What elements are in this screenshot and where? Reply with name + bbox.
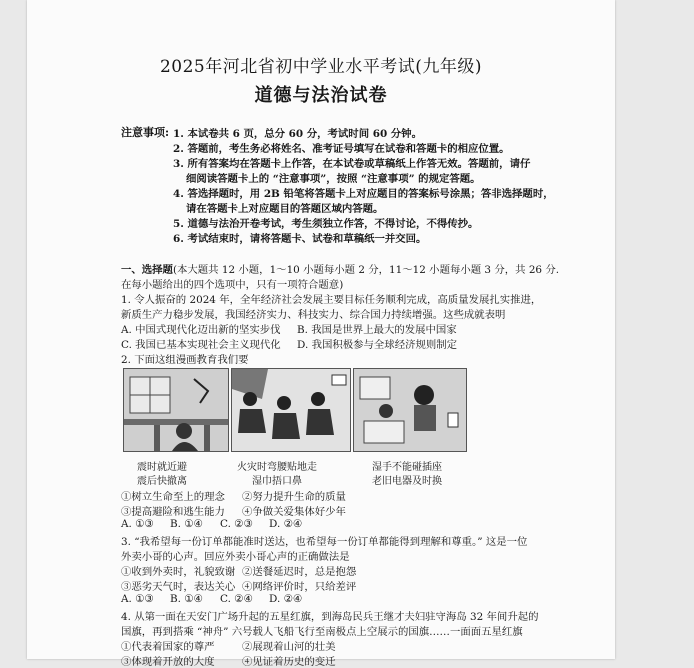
q3-option-b: B. ①④: [170, 593, 203, 605]
q3-stem-2: 外卖小哥的心声。回应外卖小哥心声的正确做法是: [121, 551, 350, 563]
q3-option-c: C. ②④: [220, 593, 253, 605]
section-1-desc: (本大题共 12 小题，1～10 小题每小题 2 分，11～12 小题每小题 3 分，共 26 分.: [172, 264, 560, 276]
q4-statement-2: ②展现着山河的壮美: [242, 641, 336, 653]
q3-statement-1: ①收到外卖时，礼貌致谢: [121, 566, 236, 578]
notice-item-3: 3. 所有答案均在答题卡上作答，在本试卷或草稿纸上作答无效。答题前，请仔: [173, 158, 531, 170]
q2-stem: 2. 下面这组漫画教育我们要: [121, 354, 249, 366]
exam-page: [27, 0, 615, 668]
cartoon-2-caption-2: 湿巾捂口鼻: [252, 476, 302, 487]
q3-statement-4: ④网络评价时，只给差评: [242, 581, 357, 593]
cartoon-earthquake: [123, 368, 229, 452]
cartoon-1-caption-2: 震后快撤离: [137, 476, 187, 487]
exam-title: 2025年河北省初中学业水平考试(九年级): [159, 57, 483, 77]
q2-option-d: D. ②④: [269, 518, 303, 530]
notice-label: 注意事项:: [121, 126, 170, 139]
section-1-header: [121, 261, 559, 276]
q1-option-d: D. 我国积极参与全球经济规则制定: [297, 339, 458, 351]
q2-option-a: A. ①③: [121, 518, 154, 530]
q1-option-c: C. 我国已基本实现社会主义现代化: [121, 339, 281, 351]
cartoon-3-caption-1: 湿手不能碰插座: [372, 462, 442, 473]
q4-statement-1: ①代表着国家的尊严: [121, 641, 215, 653]
q4-stem-2: 国旗，再到搭乘 “神舟” 六号载人飞船飞行至南极点上空展示的国旗……一面面五星红旗: [121, 626, 523, 638]
q2-statement-1: ①树立生命至上的理念: [121, 491, 225, 503]
q2-statement-4: ④争做关爱集体好少年: [242, 506, 346, 518]
q3-statement-3: ③恶劣天气时，表达关心: [121, 581, 236, 593]
section-1-title: 一、选择题: [121, 264, 173, 276]
notice-item-1: 1. 本试卷共 6 页，总分 60 分，考试时间 60 分钟。: [173, 128, 422, 140]
q1-stem-1: 1. 令人振奋的 2024 年，全年经济社会发展主要目标任务顺利完成，高质量发展扎实推进，: [121, 294, 542, 306]
q3-option-d: D. ②④: [269, 593, 303, 605]
q1-option-b: B. 我国是世界上最大的发展中国家: [297, 324, 457, 336]
notice-item-2: 2. 答题前，考生务必将姓名、准考证号填写在试卷和答题卡的相应位置。: [173, 143, 510, 155]
q3-stem-1: 3. “我希望每一份订单都能准时送达，也希望每一份订单都能得到理解和尊重。” 这是一位: [121, 536, 528, 548]
cartoon-electric-safety: [353, 368, 467, 452]
q2-statement-3: ③提高避险和逃生能力: [121, 506, 225, 518]
cartoon-fire-escape: [231, 368, 351, 452]
notice-item-4-cont: 请在答题卡上对应题目的答题区域内答题。: [186, 203, 384, 215]
q4-statement-3: ③体现着开放的大度: [121, 656, 215, 668]
q3-option-a: A. ①③: [121, 593, 154, 605]
cartoon-1-caption-1: 震时就近避: [137, 462, 187, 473]
q2-option-b: B. ①④: [170, 518, 203, 530]
q4-stem-1: 4. 从第一面在天安门广场升起的五星红旗，到海岛民兵王继才夫妇驻守海岛 32 年间升起的: [121, 611, 539, 623]
cartoon-3-caption-2: 老旧电器及时换: [372, 476, 442, 487]
q2-statement-2: ②努力提升生命的质量: [242, 491, 346, 503]
cartoon-2-caption-1: 火灾时弯腰贴地走: [237, 462, 317, 473]
notice-item-6: 6. 考试结束时，请将答题卡、试卷和草稿纸一并交回。: [173, 233, 427, 245]
exam-subtitle: 道德与法治试卷: [254, 85, 388, 106]
notice-item-3-cont: 细阅读答题卡上的 “注意事项”，按照 “注意事项” 的规定答题。: [186, 173, 481, 185]
notice-item-5: 5. 道德与法治开卷考试，考生须独立作答，不得讨论，不得传抄。: [173, 218, 479, 230]
q1-option-a: A. 中国式现代化迈出新的坚实步伐: [121, 324, 281, 336]
q4-statement-4: ④见证着历史的变迁: [242, 656, 336, 668]
section-1-desc-2: 在每小题给出的四个选项中，只有一项符合题意): [121, 279, 344, 291]
notice-item-4: 4. 答选择题时，用 2B 铅笔将答题卡上对应题目的答案标号涂黑；答非选择题时，: [173, 188, 554, 200]
q3-statement-2: ②送餐延迟时，总是抱怨: [242, 566, 357, 578]
q1-stem-2: 新质生产力稳步发展，我国经济实力、科技实力、综合国力持续增强。这些成就表明: [121, 309, 506, 321]
q2-option-c: C. ②③: [220, 518, 253, 530]
